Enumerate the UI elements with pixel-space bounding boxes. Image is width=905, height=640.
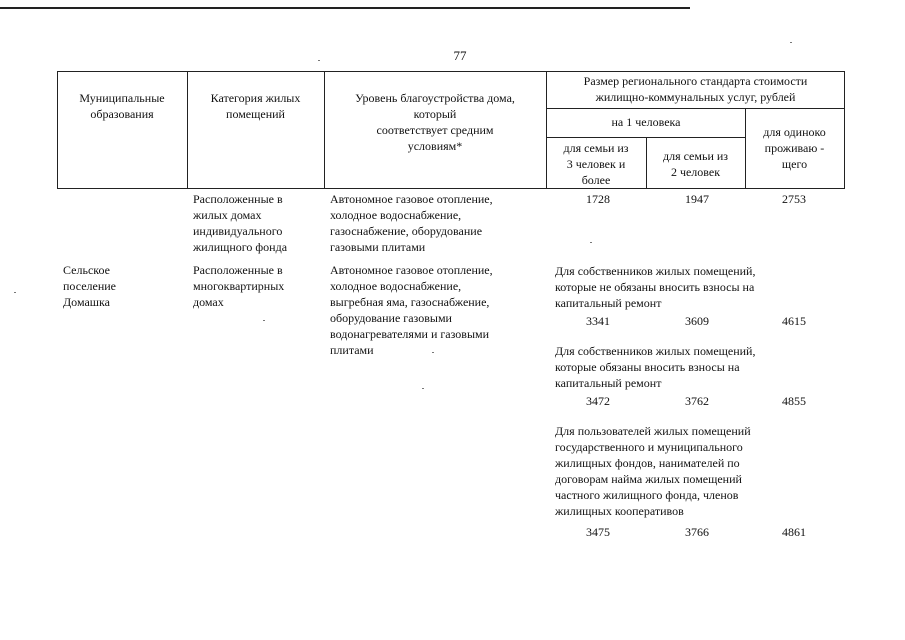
header-split-line [546,108,845,109]
header-municipality: Муниципальные образования [79,91,165,121]
row1-value-single: 2753 [782,192,806,206]
group1-value-single: 4615 [782,314,806,328]
row1-value-family3: 1728 [586,192,610,206]
group3-value-single: 4861 [782,525,806,539]
group3-label: Для пользователей жилых помещений государственного и муниципального жилищных фондов, нанимателей по договорам найма жилых помещений частного жилищного фонда, членов жилищных кооперативов [555,424,751,518]
row1-category: Расположенные в жилых домах индивидуального жилищного фонда [193,192,288,254]
header-per-person: на 1 человека [611,115,681,129]
scan-speck [263,320,265,321]
group1-label: Для собственников жилых помещений, которые не обязаны вносить взносы на капитальный ремонт [555,264,756,310]
table-top-border [57,71,845,72]
row1-level: Автономное газовое отопление, холодное водоснабжение, газоснабжение, оборудование газовыми плитами [330,192,493,254]
header-single: для одиноко проживаю - щего [763,125,826,171]
municipality-name: Сельское поселение Домашка [63,263,117,309]
header-category: Категория жилых помещений [210,91,301,121]
header-family2: для семьи из 2 человек [662,149,729,179]
page-number: 77 [453,48,467,63]
header-family3: для семьи из 3 человек и более [563,141,629,187]
group2-value-single: 4855 [782,394,806,408]
header-level: Уровень благоустройства дома, который соответствует средним условиям* [355,91,515,153]
scan-speck [432,352,434,353]
scan-speck [790,42,792,43]
group1-value-family3: 3341 [586,314,610,328]
group2-value-family3: 3472 [586,394,610,408]
group1-value-family2: 3609 [685,314,709,328]
group3-value-family3: 3475 [586,525,610,539]
scan-speck [590,242,592,243]
header-standard-title: Размер регионального стандарта стоимости жилищно-коммунальных услуг, рублей [583,74,808,104]
top-border-line [0,7,690,9]
row2-category: Расположенные в многоквартирных домах [193,263,285,309]
table-header-bottom-border [57,188,845,189]
row1-value-family2: 1947 [685,192,709,206]
scan-speck [318,60,320,61]
group2-value-family2: 3762 [685,394,709,408]
row2-level: Автономное газовое отопление, холодное водоснабжение, выгребная яма, газоснабжение, оборудование газовыми водонагревателями и газовыми плитами [330,263,493,357]
group2-label: Для собственников жилых помещений, которые обязаны вносить взносы на капитальный ремонт [555,344,756,390]
scan-speck [14,292,16,293]
group3-value-family2: 3766 [685,525,709,539]
scan-speck [422,388,424,389]
